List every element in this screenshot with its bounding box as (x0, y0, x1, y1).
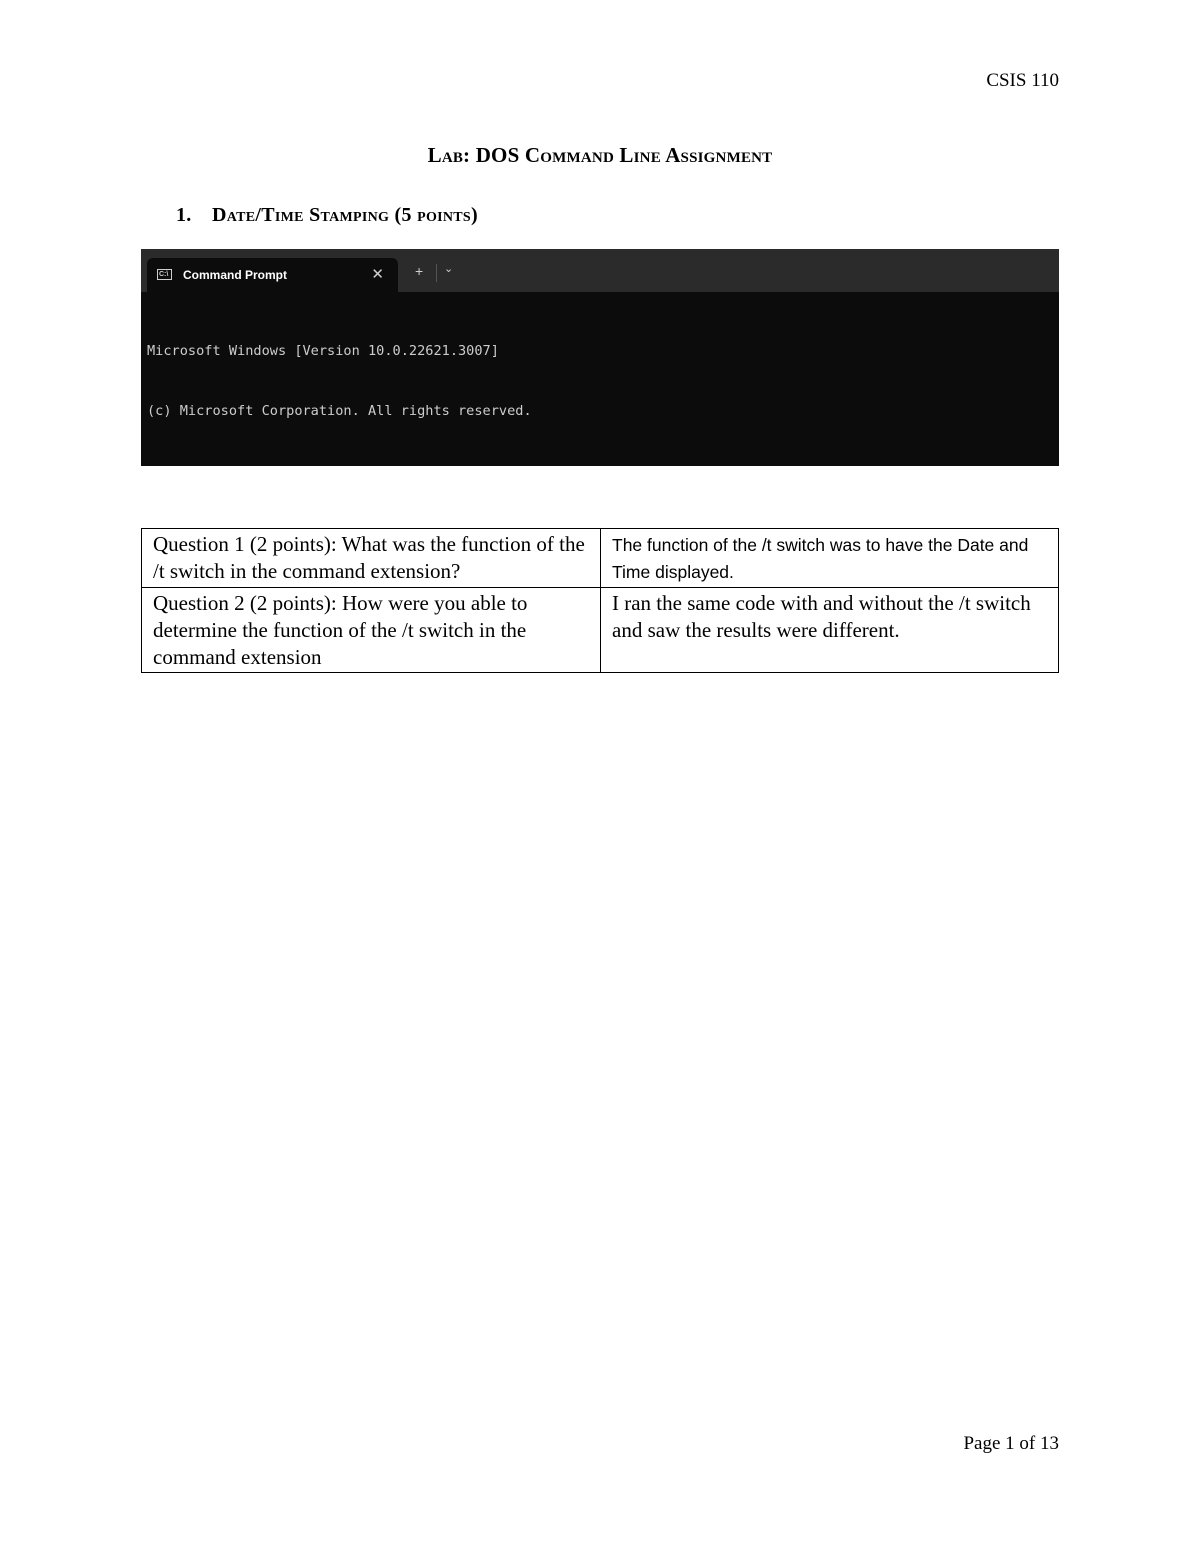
tab-separator (436, 264, 437, 282)
chevron-down-icon[interactable]: ⌄ (444, 262, 454, 275)
question-cell: Question 1 (2 points): What was the function of the /t switch in the command extension? (142, 529, 601, 588)
section-heading (176, 204, 478, 227)
question-cell: Question 2 (2 points): How were you able to determine the function of the /t switch in the command extension (142, 588, 601, 673)
command-prompt-screenshot (141, 249, 1059, 466)
terminal-line (147, 461, 1059, 466)
document-title: Lab: DOS Command Line Assignment (427, 143, 773, 167)
page-number: Page 1 of 13 (963, 1433, 1059, 1454)
terminal-tab-label: Command Prompt (183, 268, 288, 282)
section-number: 1. (176, 204, 192, 226)
table-row (142, 588, 1059, 673)
command-prompt-icon: C:\ (157, 269, 172, 280)
terminal-tab-bar (141, 249, 1059, 292)
terminal-tab[interactable] (147, 258, 398, 292)
new-tab-icon[interactable]: + (415, 263, 424, 279)
answer-cell: The function of the /t switch was to have the Date and Time displayed. (601, 529, 1059, 588)
course-code: CSIS 110 (986, 70, 1059, 91)
terminal-line: (c) Microsoft Corporation. All rights reserved. (147, 403, 532, 419)
section-title: Date/Time Stamping (5 points) (212, 204, 478, 226)
question-answer-table (141, 528, 1059, 673)
answer-cell: I ran the same code with and without the /t switch and saw the results were different. (601, 588, 1059, 673)
terminal-output (141, 292, 1059, 466)
terminal-line: Microsoft Windows [Version 10.0.22621.3007] (147, 343, 499, 359)
close-icon[interactable]: ✕ (371, 266, 384, 283)
table-row (142, 529, 1059, 588)
